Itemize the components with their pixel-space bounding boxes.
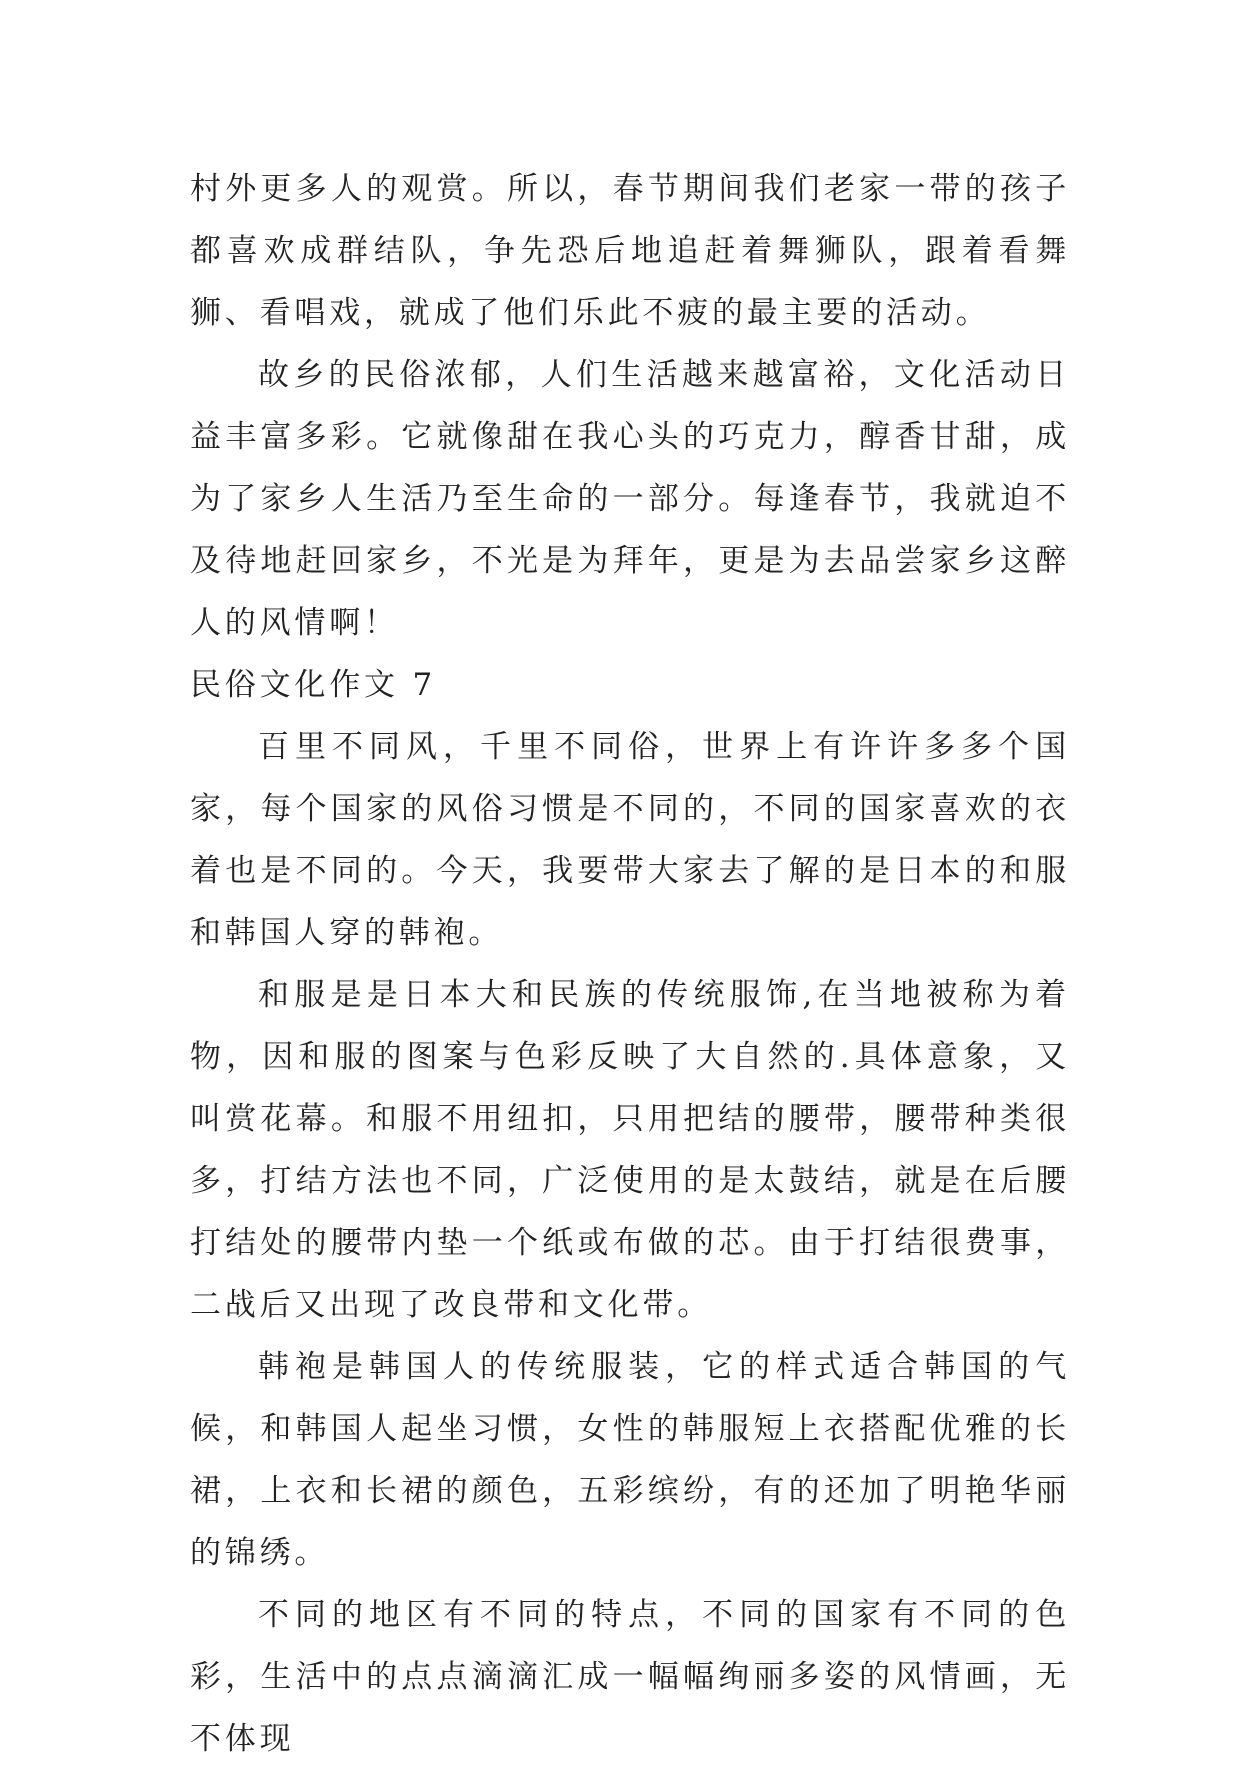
paragraph-conclusion: 不同的地区有不同的特点，不同的国家有不同的色彩，生活中的点点滴滴汇成一幅幅绚丽多姿的风情画，无不体现 bbox=[190, 1597, 1070, 1757]
paragraph-hometown-customs: 故乡的民俗浓郁，人们生活越来越富裕，文化活动日益丰富多彩。它就像甜在我心头的巧克力，醇香甘甜，成为了家乡人生活乃至生命的一部分。每逢春节，我就迫不及待地赶回家乡，不光是为拜年，更是为去品尝家乡这醉人的风情啊！ bbox=[190, 357, 1070, 641]
paragraph-hanbok: 韩袍是韩国人的传统服装，它的样式适合韩国的气候，和韩国人起坐习惯，女性的韩服短上衣搭配优雅的长裙，上衣和长裙的颜色，五彩缤纷，有的还加了明艳华丽的锦绣。 bbox=[190, 1349, 1070, 1571]
paragraph-kimono: 和服是是日本大和民族的传统服饰,在当地被称为着物，因和服的图案与色彩反映了大自然的.具体意象，又叫赏花幕。和服不用纽扣，只用把结的腰带，腰带种类很多，打结方法也不同，广泛使用的是太鼓结，就是在后腰打结处的腰带内垫一个纸或布做的芯。由于打结很费事，二战后又出现了改良带和文化带。 bbox=[190, 977, 1070, 1323]
section-title: 民俗文化作文 7 bbox=[190, 667, 436, 703]
paragraph-continued: 村外更多人的观赏。所以，春节期间我们老家一带的孩子都喜欢成群结队，争先恐后地追赶着舞狮队，跟着看舞狮、看唱戏，就成了他们乐此不疲的最主要的活动。 bbox=[190, 171, 1070, 331]
paragraph-intro: 百里不同风，千里不同俗，世界上有许许多多个国家，每个国家的风俗习惯是不同的，不同的国家喜欢的衣着也是不同的。今天，我要带大家去了解的是日本的和服和韩国人穿的韩袍。 bbox=[190, 729, 1070, 951]
document-body bbox=[190, 158, 1070, 1770]
